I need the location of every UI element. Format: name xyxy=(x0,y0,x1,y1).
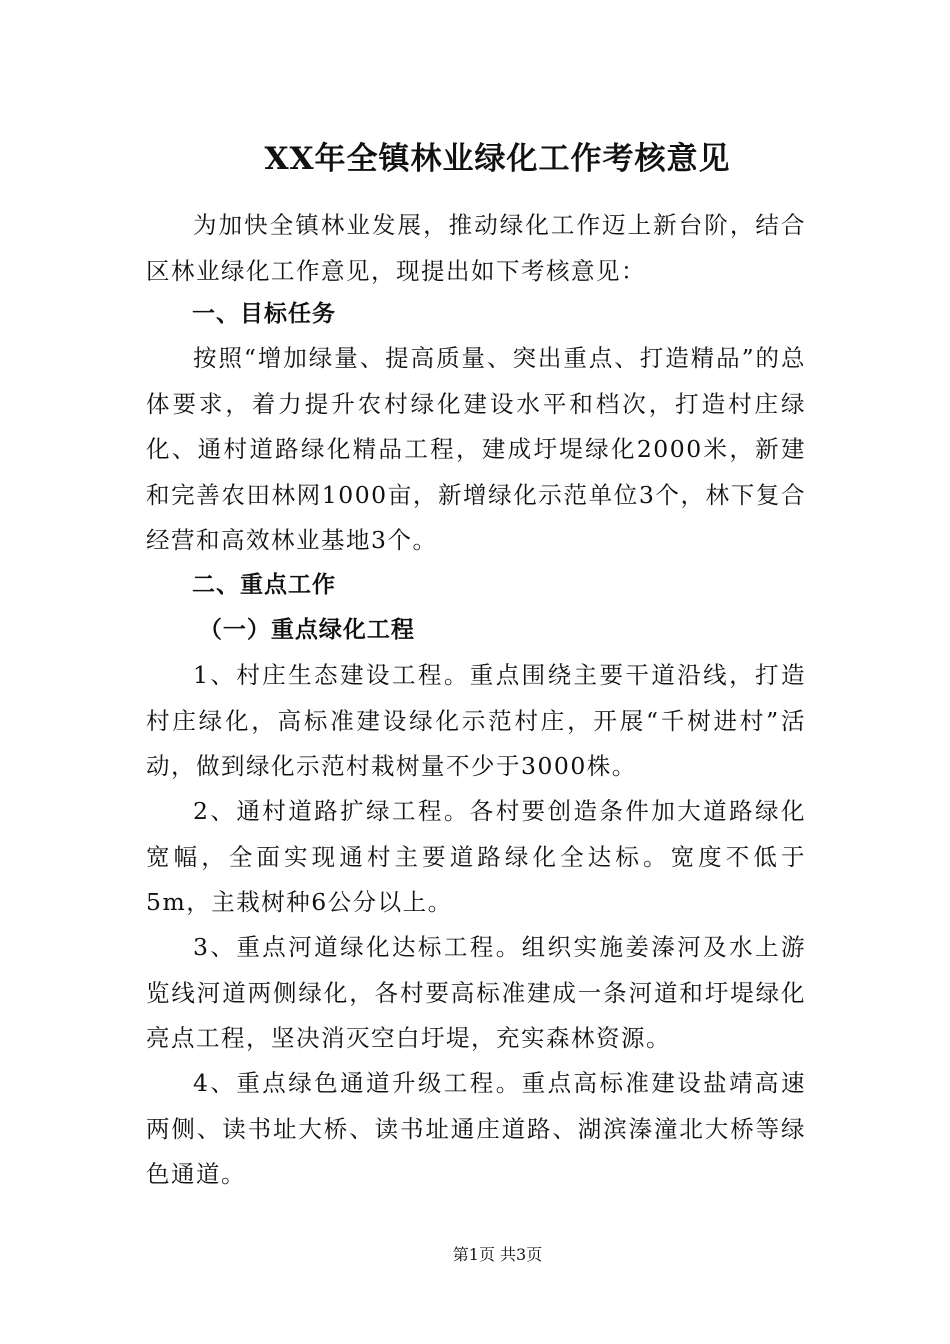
section-heading-targets: 一、目标任务 xyxy=(192,301,336,327)
targets-paragraph: 按照“增加绿量、提高质量、突出重点、打造精品”的总体要求，着力提升农村绿化建设水平和档次，打造村庄绿化、通村道路绿化精品工程，建成圩堤绿化2000米，新建和完善农田林网1000亩，新增绿化示范单位3个，林下复合经营和高效林业基地3个。 xyxy=(146,344,806,555)
list-item-river-greening: 3、重点河道绿化达标工程。组织实施姜溱河及水上游览线河道两侧绿化，各村要高标准建成一条河道和圩堤绿化亮点工程，坚决消灭空白圩堤，充实森林资源。 xyxy=(146,933,806,1053)
subsection-heading-greening-projects: （一）重点绿化工程 xyxy=(198,617,415,643)
intro-paragraph: 为加快全镇林业发展，推动绿化工作迈上新台阶，结合区林业绿化工作意见，现提出如下考核意见： xyxy=(146,211,806,285)
section-heading-key-work: 二、重点工作 xyxy=(192,572,336,598)
list-item-village-ecology: 1、村庄生态建设工程。重点围绕主要干道沿线，打造村庄绿化，高标准建设绿化示范村庄，开展“千树进村”活动，做到绿化示范村栽树量不少于3000株。 xyxy=(146,661,806,781)
list-item-green-corridor: 4、重点绿色通道升级工程。重点高标准建设盐靖高速两侧、读书址大桥、读书址通庄道路、湖滨溱潼北大桥等绿色通道。 xyxy=(146,1069,806,1189)
document-title: XX年全镇林业绿化工作考核意见 xyxy=(264,141,731,177)
page-footer: 第1页 共3页 xyxy=(452,1245,543,1264)
list-item-road-greening: 2、通村道路扩绿工程。各村要创造条件加大道路绿化宽幅，全面实现通村主要道路绿化全达标。宽度不低于5m，主栽树种6公分以上。 xyxy=(146,797,806,917)
